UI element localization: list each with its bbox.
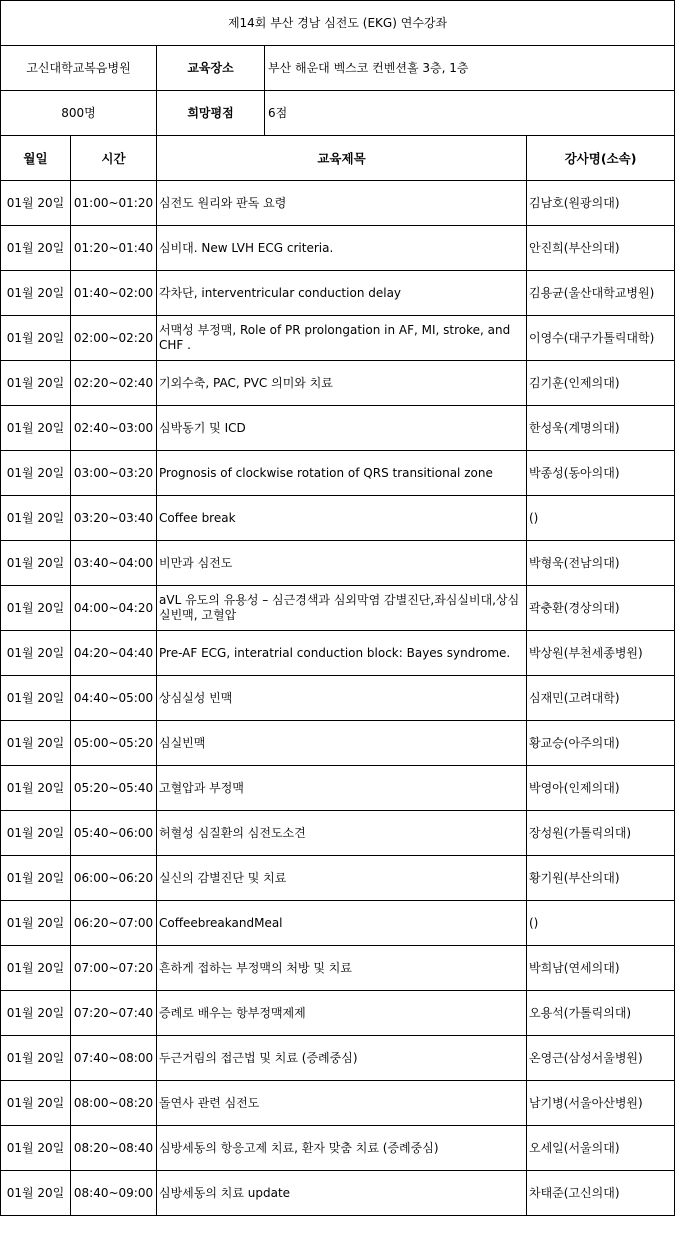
cell-lecturer: 김기훈(인제의대)	[527, 361, 675, 406]
cell-date: 01월 20일	[1, 1036, 71, 1081]
cell-time: 01:00~01:20	[71, 181, 157, 226]
cell-subject: Prognosis of clockwise rotation of QRS transitional zone	[157, 451, 527, 496]
cell-subject: 두근거림의 접근법 및 치료 (증례중심)	[157, 1036, 527, 1081]
cell-subject: 비만과 심전도	[157, 541, 527, 586]
cell-time: 06:00~06:20	[71, 856, 157, 901]
cell-date: 01월 20일	[1, 631, 71, 676]
cell-subject: CoffeebreakandMeal	[157, 901, 527, 946]
cell-time: 01:20~01:40	[71, 226, 157, 271]
cell-subject: 허혈성 심질환의 심전도소견	[157, 811, 527, 856]
cell-date: 01월 20일	[1, 991, 71, 1036]
table-row	[1, 1126, 675, 1171]
cell-subject: aVL 유도의 유용성 – 심근경색과 심외막염 감별진단,좌심실비대,상심실빈맥, 고혈압	[157, 586, 527, 631]
table-row	[1, 406, 675, 451]
cell-time: 08:40~09:00	[71, 1171, 157, 1216]
cell-time: 01:40~02:00	[71, 271, 157, 316]
cell-lecturer: 오세일(서울의대)	[527, 1126, 675, 1171]
cell-subject: 심방세동의 항응고제 치료, 환자 맞춤 치료 (증례중심)	[157, 1126, 527, 1171]
table-row	[1, 1171, 675, 1216]
cell-subject: 증례로 배우는 항부정맥제제	[157, 991, 527, 1036]
cell-date: 01월 20일	[1, 811, 71, 856]
cell-subject: Coffee break	[157, 496, 527, 541]
cell-time: 03:40~04:00	[71, 541, 157, 586]
cell-subject: 심전도 원리와 판독 요령	[157, 181, 527, 226]
table-row	[1, 1081, 675, 1126]
cell-lecturer: 박희남(연세의대)	[527, 946, 675, 991]
cell-lecturer: 오용석(가톨릭의대)	[527, 991, 675, 1036]
cell-subject: 심비대. New LVH ECG criteria.	[157, 226, 527, 271]
table-row	[1, 946, 675, 991]
cell-date: 01월 20일	[1, 271, 71, 316]
table-row	[1, 541, 675, 586]
cell-subject: 돌연사 관련 심전도	[157, 1081, 527, 1126]
cell-time: 04:20~04:40	[71, 631, 157, 676]
cell-subject: 서맥성 부정맥, Role of PR prolongation in AF, MI, stroke, and CHF .	[157, 316, 527, 361]
cell-date: 01월 20일	[1, 226, 71, 271]
cell-lecturer: 장성원(가톨릭의대)	[527, 811, 675, 856]
cell-time: 05:20~05:40	[71, 766, 157, 811]
column-header-time: 시간	[71, 136, 157, 181]
cell-date: 01월 20일	[1, 496, 71, 541]
cell-date: 01월 20일	[1, 1126, 71, 1171]
score-value: 6점	[268, 105, 288, 120]
cell-time: 08:20~08:40	[71, 1126, 157, 1171]
table-row	[1, 811, 675, 856]
cell-lecturer: 황기원(부산의대)	[527, 856, 675, 901]
column-header-subject: 교육제목	[157, 136, 527, 181]
cell-time: 07:00~07:20	[71, 946, 157, 991]
cell-subject: 심박동기 및 ICD	[157, 406, 527, 451]
cell-subject: 흔하게 접하는 부정맥의 처방 및 치료	[157, 946, 527, 991]
table-row	[1, 586, 675, 631]
title-row	[1, 1, 675, 46]
cell-lecturer: 한성욱(계명의대)	[527, 406, 675, 451]
score-label: 희망평점	[157, 91, 265, 135]
info-row-score	[1, 91, 675, 136]
cell-time: 07:20~07:40	[71, 991, 157, 1036]
cell-date: 01월 20일	[1, 361, 71, 406]
cell-subject: 기외수축, PAC, PVC 의미와 치료	[157, 361, 527, 406]
cell-time: 02:40~03:00	[71, 406, 157, 451]
cell-date: 01월 20일	[1, 766, 71, 811]
info-row-place	[1, 46, 675, 91]
cell-subject: 상심실성 빈맥	[157, 676, 527, 721]
cell-time: 03:00~03:20	[71, 451, 157, 496]
cell-date: 01월 20일	[1, 541, 71, 586]
cell-lecturer: 박종성(동아의대)	[527, 451, 675, 496]
table-row	[1, 496, 675, 541]
table-row	[1, 676, 675, 721]
header-row	[1, 136, 675, 181]
cell-time: 02:00~02:20	[71, 316, 157, 361]
capacity-value: 800명	[1, 91, 157, 136]
cell-time: 05:00~05:20	[71, 721, 157, 766]
cell-lecturer: 심재민(고려대학)	[527, 676, 675, 721]
page-title: 제14회 부산 경남 심전도 (EKG) 연수강좌	[1, 1, 675, 46]
cell-lecturer: ()	[527, 496, 675, 541]
cell-date: 01월 20일	[1, 676, 71, 721]
cell-date: 01월 20일	[1, 586, 71, 631]
cell-date: 01월 20일	[1, 406, 71, 451]
cell-lecturer: 온영근(삼성서울병원)	[527, 1036, 675, 1081]
cell-lecturer: 남기병(서울아산병원)	[527, 1081, 675, 1126]
table-row	[1, 631, 675, 676]
place-label: 교육장소	[157, 46, 265, 90]
cell-lecturer: 박형욱(전남의대)	[527, 541, 675, 586]
cell-subject: 심방세동의 치료 update	[157, 1171, 527, 1216]
table-row	[1, 856, 675, 901]
table-row	[1, 316, 675, 361]
cell-date: 01월 20일	[1, 721, 71, 766]
cell-lecturer: 차태준(고신의대)	[527, 1171, 675, 1216]
cell-date: 01월 20일	[1, 901, 71, 946]
cell-lecturer: 박상원(부천세종병원)	[527, 631, 675, 676]
table-row	[1, 1036, 675, 1081]
cell-subject: 각차단, interventricular conduction delay	[157, 271, 527, 316]
cell-date: 01월 20일	[1, 1081, 71, 1126]
cell-date: 01월 20일	[1, 1171, 71, 1216]
cell-lecturer: ()	[527, 901, 675, 946]
cell-time: 08:00~08:20	[71, 1081, 157, 1126]
cell-time: 07:40~08:00	[71, 1036, 157, 1081]
table-row	[1, 991, 675, 1036]
cell-lecturer: 곽충환(경상의대)	[527, 586, 675, 631]
cell-time: 02:20~02:40	[71, 361, 157, 406]
cell-subject: 실신의 감별진단 및 치료	[157, 856, 527, 901]
table-row	[1, 181, 675, 226]
cell-time: 03:20~03:40	[71, 496, 157, 541]
cell-subject: Pre-AF ECG, interatrial conduction block: Bayes syndrome.	[157, 631, 527, 676]
table-row	[1, 766, 675, 811]
cell-date: 01월 20일	[1, 181, 71, 226]
table-row	[1, 361, 675, 406]
table-row	[1, 226, 675, 271]
place-value: 부산 해운대 벡스코 컨벤션홀 3층, 1층	[268, 60, 469, 75]
cell-lecturer: 안진희(부산의대)	[527, 226, 675, 271]
cell-lecturer: 이영수(대구가톨릭대학)	[527, 316, 675, 361]
cell-time: 05:40~06:00	[71, 811, 157, 856]
cell-time: 04:40~05:00	[71, 676, 157, 721]
cell-lecturer: 황교승(아주의대)	[527, 721, 675, 766]
column-header-lecturer: 강사명(소속)	[527, 136, 675, 181]
cell-subject: 심실빈맥	[157, 721, 527, 766]
table-row	[1, 451, 675, 496]
cell-lecturer: 김용균(울산대학교병원)	[527, 271, 675, 316]
cell-date: 01월 20일	[1, 316, 71, 361]
cell-time: 04:00~04:20	[71, 586, 157, 631]
column-header-date: 월일	[1, 136, 71, 181]
cell-lecturer: 박영아(인제의대)	[527, 766, 675, 811]
cell-subject: 고혈압과 부정맥	[157, 766, 527, 811]
table-row	[1, 721, 675, 766]
cell-date: 01월 20일	[1, 856, 71, 901]
cell-lecturer: 김남호(원광의대)	[527, 181, 675, 226]
hospital-name: 고신대학교복음병원	[1, 46, 157, 91]
table-row	[1, 901, 675, 946]
cell-date: 01월 20일	[1, 946, 71, 991]
table-row	[1, 271, 675, 316]
cell-date: 01월 20일	[1, 451, 71, 496]
cell-time: 06:20~07:00	[71, 901, 157, 946]
